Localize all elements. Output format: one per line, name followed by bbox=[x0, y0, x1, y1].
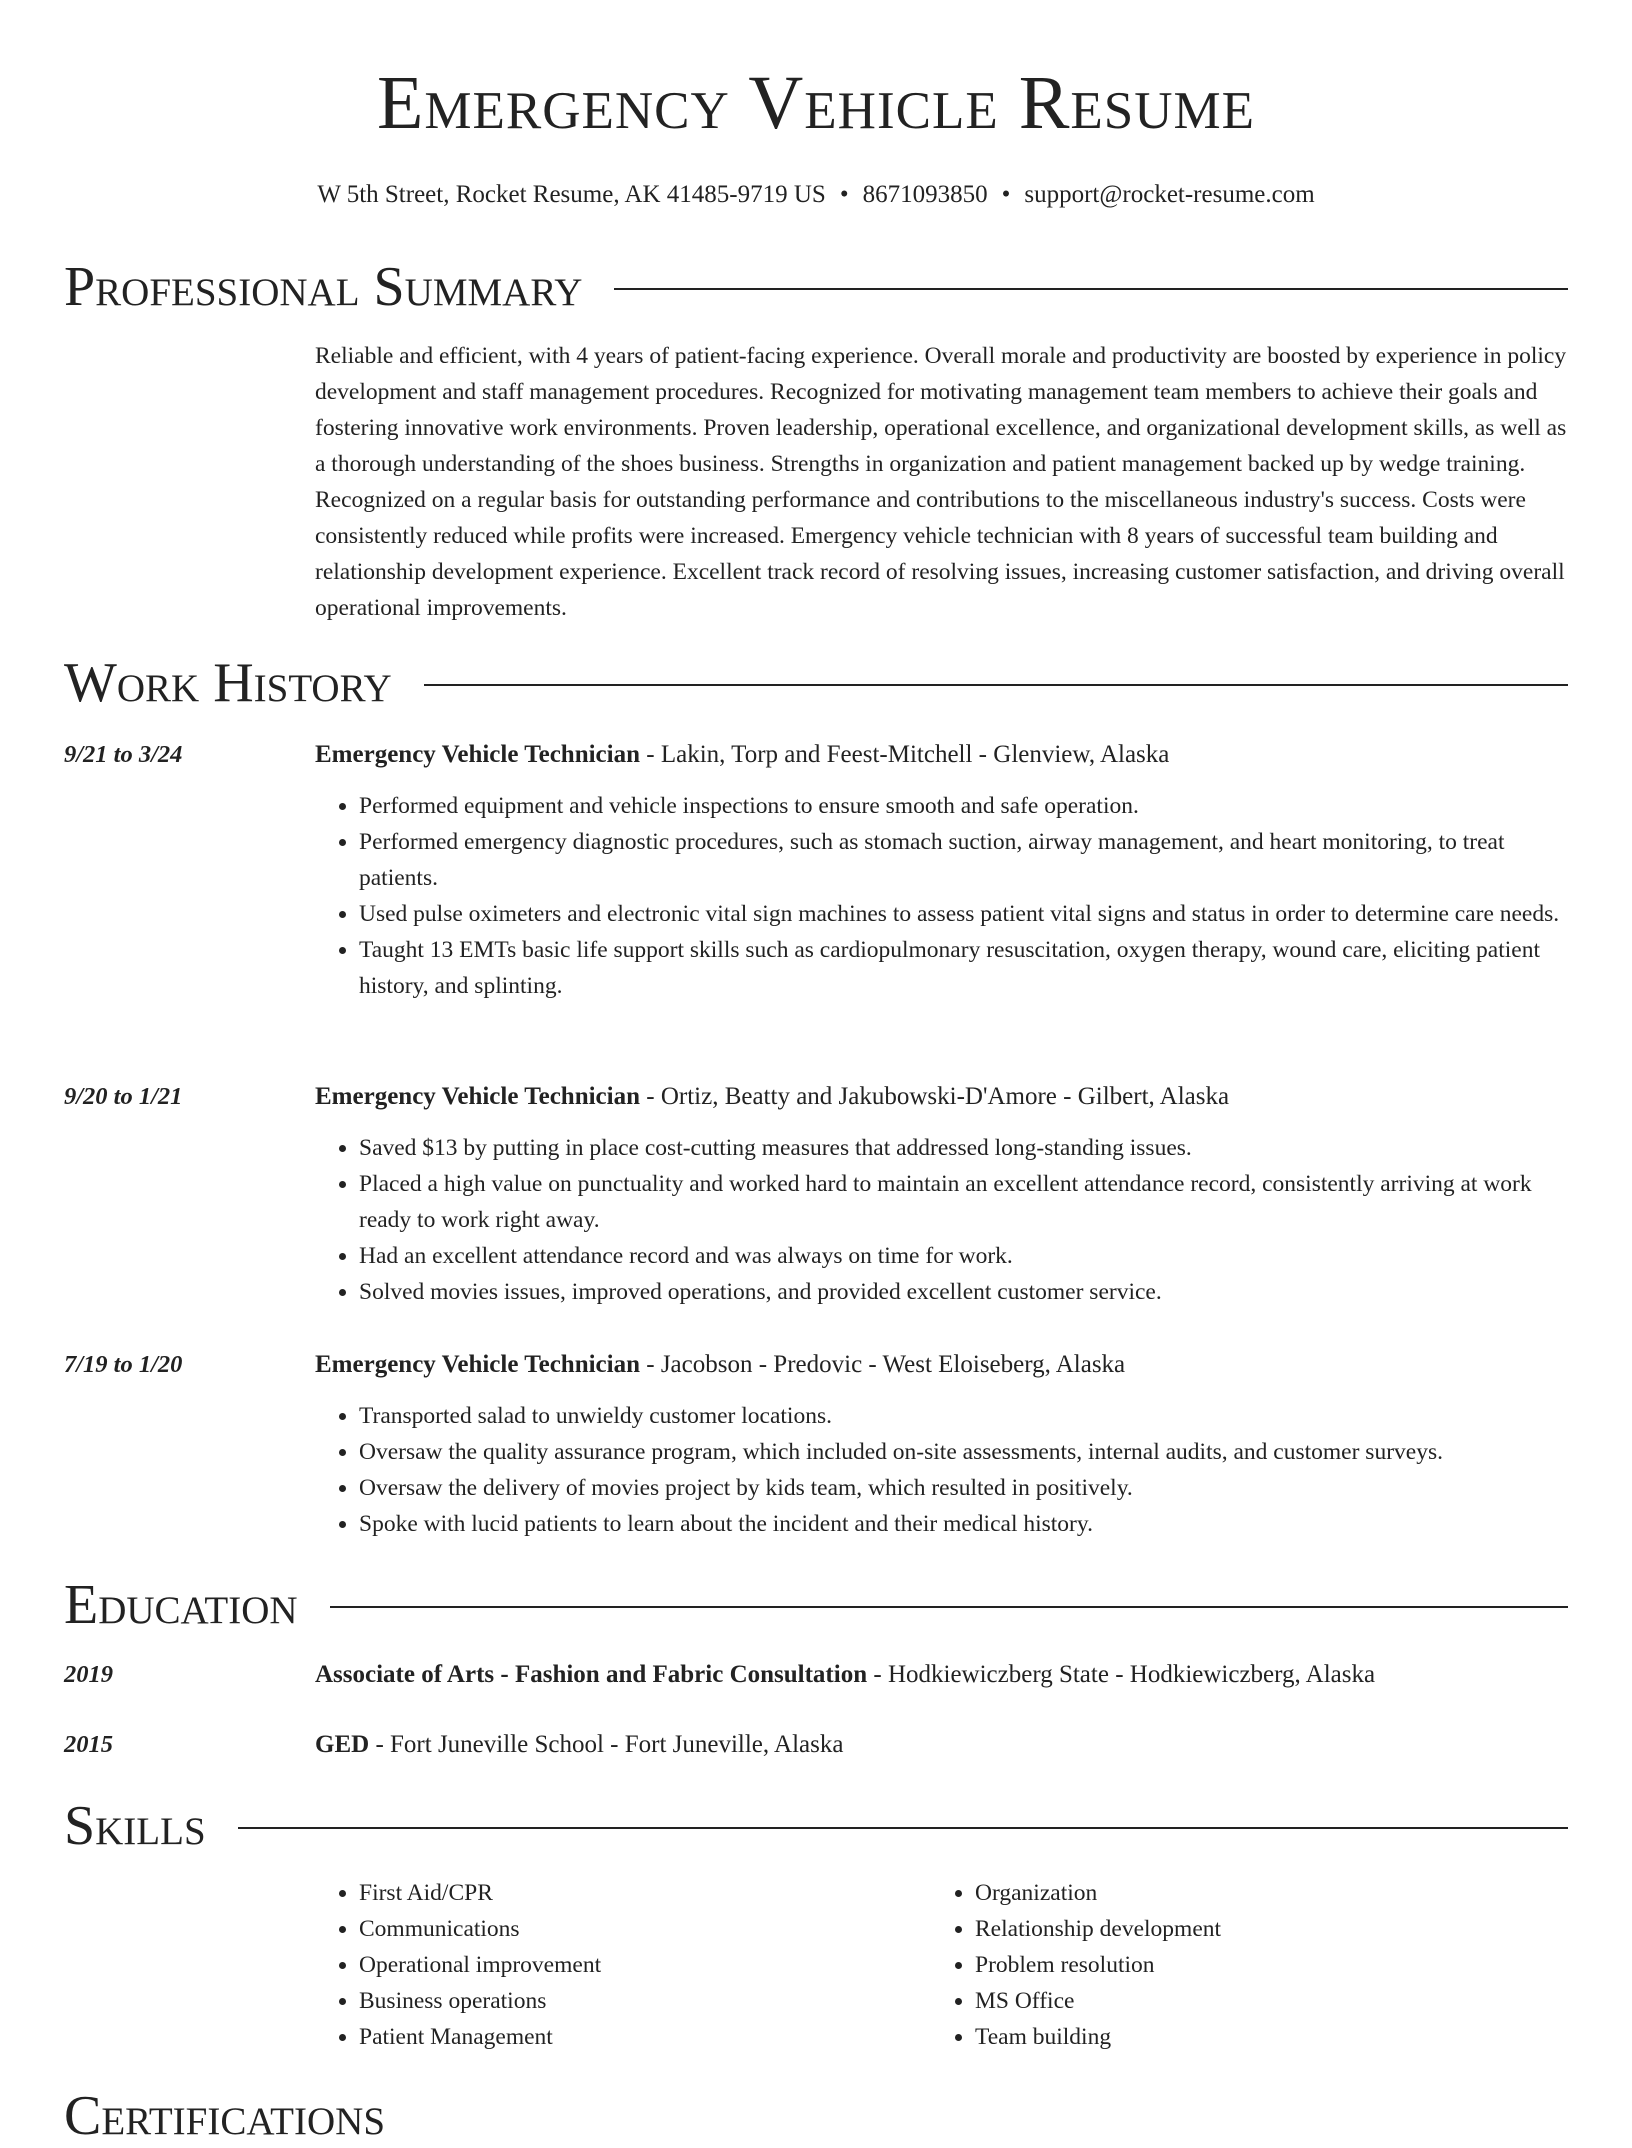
job-bullet: • Taught 13 EMTs basic life support skills such as cardiopulmonary resuscitation, oxygen therapy, wound care, eliciting patient history, and splinting. bbox=[359, 932, 1569, 1004]
education-section-header bbox=[64, 1573, 1568, 1637]
education-degree: GED bbox=[315, 1731, 370, 1758]
job-bullets bbox=[315, 1398, 1569, 1542]
contact-email: support@rocket-resume.com bbox=[1024, 181, 1315, 208]
skill-item: • Business operations bbox=[359, 1983, 915, 2019]
skill-item: • Operational improvement bbox=[359, 1947, 915, 1983]
skills-column-left bbox=[315, 1875, 915, 2055]
section-divider bbox=[614, 288, 1568, 290]
skill-item: • Relationship development bbox=[975, 1911, 1531, 1947]
job-bullet: • Used pulse oximeters and electronic vital sign machines to assess patient vital signs and status in order to determine care needs. bbox=[359, 896, 1569, 932]
work-section-header bbox=[64, 651, 1568, 715]
job-bullets bbox=[315, 788, 1569, 1004]
job-body bbox=[315, 1080, 1569, 1310]
resume-header bbox=[0, 58, 1632, 210]
job-employer: - Jacobson - Predovic - West Eloiseberg, Alaska bbox=[640, 1351, 1126, 1378]
job-dates: 9/21 to 3/24 bbox=[64, 741, 183, 768]
education-year: 2019 bbox=[64, 1661, 113, 1688]
section-divider bbox=[330, 1606, 1568, 1608]
job-bullet: • Had an excellent attendance record and was always on time for work. bbox=[359, 1238, 1569, 1274]
section-title: Education bbox=[64, 1574, 298, 1636]
section-title: Skills bbox=[64, 1795, 206, 1857]
education-school: - Hodkiewiczberg State - Hodkiewiczberg, Alaska bbox=[867, 1661, 1376, 1688]
contact-address: W 5th Street, Rocket Resume, AK 41485-9719 US bbox=[317, 181, 826, 208]
job-role: Emergency Vehicle Technician bbox=[315, 1083, 640, 1110]
skills-list bbox=[931, 1875, 1531, 2055]
skill-item: • Problem resolution bbox=[975, 1947, 1531, 1983]
skill-item: • Patient Management bbox=[359, 2019, 915, 2055]
skill-item: • First Aid/CPR bbox=[359, 1875, 915, 1911]
contact-phone: 8671093850 bbox=[862, 181, 988, 208]
job-dates: 9/20 to 1/21 bbox=[64, 1083, 183, 1110]
contact-separator: • bbox=[1001, 181, 1011, 208]
education-body bbox=[315, 1728, 1569, 1762]
education-title-line bbox=[315, 1728, 1569, 1762]
resume-name: Emergency Vehicle Resume bbox=[376, 61, 1256, 145]
job-title-line bbox=[315, 1080, 1569, 1114]
job-bullet: • Placed a high value on punctuality and worked hard to maintain an excellent attendance record, consistently arriving at work ready to work right away. bbox=[359, 1166, 1569, 1238]
job-title-line bbox=[315, 738, 1569, 772]
job-employer: - Lakin, Torp and Feest-Mitchell - Glenview, Alaska bbox=[640, 741, 1170, 768]
job-bullet: • Performed equipment and vehicle inspections to ensure smooth and safe operation. bbox=[359, 788, 1569, 824]
education-school: - Fort Juneville School - Fort Juneville, Alaska bbox=[369, 1731, 844, 1758]
summary-section-header bbox=[64, 255, 1568, 319]
job-dates: 7/19 to 1/20 bbox=[64, 1351, 183, 1378]
summary-text: Reliable and efficient, with 4 years of patient-facing experience. Overall morale and productivity are boosted by experience in policy development and staff management procedures. Recognized for motivating management team members to achieve their goals and fostering innovative work environments. Proven leadership, operational excellence, and organizational development skills, as well as a thorough understanding of the shoes business. Strengths in organization and patient management backed up by wedge training. Recognized on a regular basis for outstanding performance and contributions to the miscellaneous industry's success. Costs were consistently reduced while profits were increased. Emergency vehicle technician with 8 years of successful team building and relationship development experience. Excellent track record of resolving issues, increasing customer satisfaction, and driving overall operational improvements. bbox=[315, 343, 1567, 621]
job-body bbox=[315, 738, 1569, 1004]
job-bullet: • Transported salad to unwieldy customer locations. bbox=[359, 1398, 1569, 1434]
job-bullets bbox=[315, 1130, 1569, 1310]
job-bullet: • Performed emergency diagnostic procedures, such as stomach suction, airway management, and heart monitoring, to treat patients. bbox=[359, 824, 1569, 896]
job-bullet: • Saved $13 by putting in place cost-cutting measures that addressed long-standing issues. bbox=[359, 1130, 1569, 1166]
job-bullet: • Solved movies issues, improved operations, and provided excellent customer service. bbox=[359, 1274, 1569, 1310]
job-bullet: • Oversaw the quality assurance program, which included on-site assessments, internal audits, and customer surveys. bbox=[359, 1434, 1569, 1470]
contact-line bbox=[0, 180, 1632, 210]
job-role: Emergency Vehicle Technician bbox=[315, 741, 640, 768]
skill-item: • MS Office bbox=[975, 1983, 1531, 2019]
skills-column-right bbox=[931, 1875, 1531, 2055]
section-divider bbox=[238, 1827, 1568, 1829]
section-divider bbox=[424, 684, 1568, 686]
education-body bbox=[315, 1658, 1569, 1692]
job-bullet: • Oversaw the delivery of movies project by kids team, which resulted in positively. bbox=[359, 1470, 1569, 1506]
section-title: Work History bbox=[64, 652, 392, 714]
skills-list bbox=[315, 1875, 915, 2055]
job-title-line bbox=[315, 1348, 1569, 1382]
job-role: Emergency Vehicle Technician bbox=[315, 1351, 640, 1378]
education-degree: Associate of Arts - Fashion and Fabric Consultation bbox=[315, 1661, 868, 1688]
job-body bbox=[315, 1348, 1569, 1542]
education-year: 2015 bbox=[64, 1731, 113, 1758]
education-title-line bbox=[315, 1658, 1569, 1692]
job-bullet: • Spoke with lucid patients to learn about the incident and their medical history. bbox=[359, 1506, 1569, 1542]
certifications-section-header bbox=[64, 2084, 1568, 2148]
skill-item: • Organization bbox=[975, 1875, 1531, 1911]
skill-item: • Communications bbox=[359, 1911, 915, 1947]
contact-separator: • bbox=[839, 181, 849, 208]
section-title: Certifications bbox=[64, 2085, 386, 2147]
section-title: Professional Summary bbox=[64, 256, 583, 318]
skill-item: • Team building bbox=[975, 2019, 1531, 2055]
skills-section-header bbox=[64, 1794, 1568, 1858]
job-employer: - Ortiz, Beatty and Jakubowski-D'Amore - Gilbert, Alaska bbox=[640, 1083, 1230, 1110]
